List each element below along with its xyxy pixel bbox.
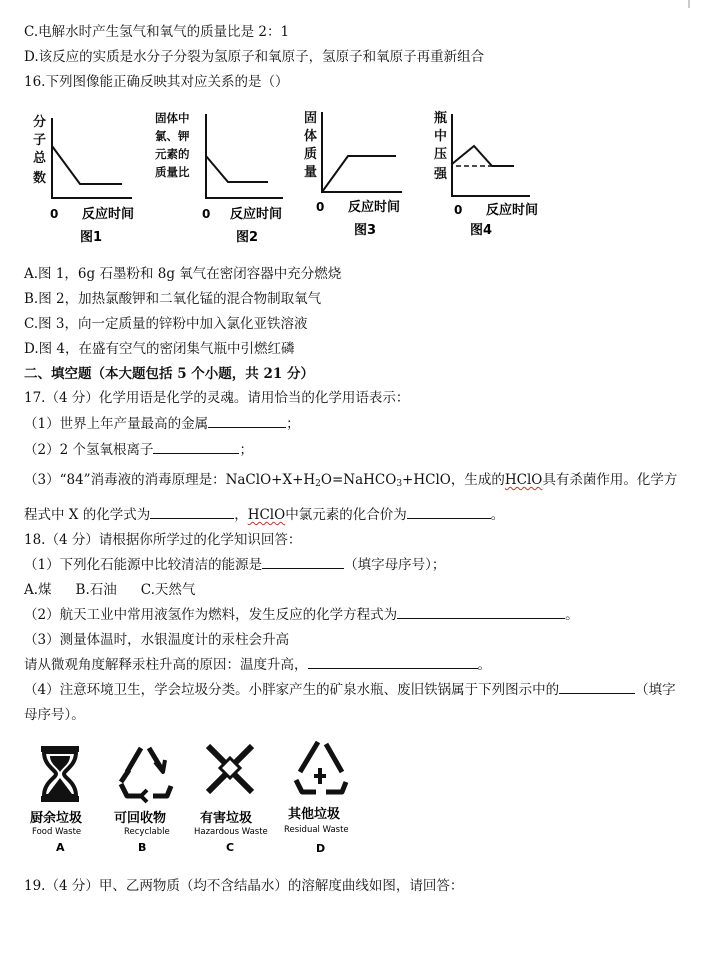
q17-part-2-text: （2）2 个氢氧根离子 [24, 442, 154, 458]
q17-part-3-d: 具有杀菌作用。化学方 [542, 472, 678, 488]
graph4-caption: 图4 [470, 223, 493, 238]
q15-option-d: D.该反应的实质是水分子分裂为氢原子和氧原子，氢原子和氧原子再重新组合 [24, 49, 485, 65]
q17-valence-blank[interactable] [407, 506, 491, 519]
q17-part-3-hclo: HClO [504, 472, 543, 488]
q16-option-a: A.图 1，6g 石墨粉和 8g 氧气在密闭容器中充分燃烧 [24, 266, 342, 282]
graph1-origin: 0 [50, 207, 59, 221]
graph3-caption: 图3 [354, 223, 377, 238]
hourglass-icon [41, 746, 79, 802]
q17-part-2 [24, 438, 253, 458]
q18-options [24, 578, 195, 598]
graph3-ylabel-3: 质 [304, 147, 318, 162]
q17-part-3-sub2: 3 [396, 479, 403, 489]
q18-part-3-line2 [24, 653, 491, 673]
q16-option-c: C.图 3，向一定质量的锌粉中加入氯化亚铁溶液 [24, 316, 308, 332]
graph3-ylabel-1: 固 [304, 111, 318, 126]
q17-part-3-line2-b: ， [234, 507, 248, 523]
q17-part-1 [24, 412, 300, 432]
q18-part-4-blank[interactable] [559, 681, 635, 694]
graph4-ylabel-4: 强 [434, 167, 448, 182]
bin-c-cn: 有害垃圾 [200, 811, 253, 826]
graph2-caption: 图2 [236, 230, 259, 245]
q18-part-3-end: 。 [477, 657, 491, 673]
graph1-ylabel-1: 分 [33, 115, 47, 130]
q18-part-2 [24, 603, 579, 623]
q18-part-4-line2: 母序号）。 [24, 707, 85, 723]
q18-part-2-end: 。 [565, 607, 579, 623]
section-2-heading: 二、填空题（本大题包括 5 个小题，共 21 分） [24, 366, 314, 382]
q18-part-4-text: （4）注意环境卫生，学会垃圾分类。小胖家产生的矿泉水瓶、废旧铁锅属于下列图示中的 [24, 682, 560, 698]
q16-option-d: D.图 4，在盛有空气的密闭集气瓶中引燃红磷 [24, 341, 295, 357]
graph2-ylabel-2: 氯、钾 [155, 129, 190, 143]
graph1-axes [52, 118, 132, 198]
graph1-xlabel: 反应时间 [82, 207, 135, 222]
garbage-bins-figure [0, 730, 707, 860]
q18-part-3-text: 请从微观角度解释汞柱升高的原因：温度升高， [24, 657, 308, 673]
graph4-curve [452, 146, 514, 166]
hazard-icon [208, 746, 252, 792]
bin-b-en: Recyclable [124, 827, 170, 837]
q17-part-3-line2 [24, 503, 504, 523]
q17-part-3 [24, 468, 677, 489]
corner-mark-left [14, 0, 22, 8]
graph4-origin: 0 [454, 203, 463, 217]
q18-part-1 [24, 553, 445, 573]
bin-a-letter: A [56, 841, 65, 854]
graph3-xlabel: 反应时间 [348, 200, 401, 215]
graph3-axes [322, 112, 402, 192]
graph3-ylabel-4: 量 [304, 165, 318, 180]
graph-1 [0, 100, 707, 250]
q17-part-3-line2-end: 。 [490, 507, 505, 523]
q18-option-b: B.石油 [75, 582, 117, 598]
bin-c-letter: C [226, 841, 235, 854]
q16-option-b: B.图 2，加热氯酸钾和二氧化锰的混合物制取氧气 [24, 291, 322, 307]
graph2-curve [206, 156, 268, 182]
q18-part-1-end: （填字母序号）； [344, 557, 446, 573]
q17-part-1-blank[interactable] [208, 415, 286, 428]
q17-part-3-line2-hclo: HClO [247, 507, 286, 523]
q18-option-a: A.煤 [24, 582, 52, 598]
q17-part-3-sub1: 2 [315, 479, 321, 489]
bin-b-cn: 可回收物 [114, 811, 167, 826]
graph2-origin: 0 [202, 207, 211, 221]
graph2-ylabel-1: 固体中 [155, 111, 190, 125]
q17-part-3-c: +HClO，生成的 [402, 472, 505, 488]
graph1-curve [52, 146, 122, 184]
bin-d-letter: D [316, 842, 326, 855]
q18-part-2-blank[interactable] [397, 606, 565, 619]
q17-part-3-a: （3）“84”消毒液的消毒原理是：NaClO+X+H [24, 472, 316, 488]
graph4-ylabel-3: 压 [434, 147, 448, 162]
corner-mark-right [688, 0, 696, 8]
graph4-ylabel-2: 中 [434, 129, 448, 144]
graph3-curve [322, 156, 396, 192]
q17-part-3-line2-a: 程式中 X 的化学式为 [24, 507, 151, 523]
graph1-ylabel-4: 数 [33, 171, 47, 186]
q17-part-1-text: （1）世界上年产量最高的金属 [24, 416, 209, 432]
graph2-xlabel: 反应时间 [230, 207, 283, 222]
bin-a-en: Food Waste [32, 827, 82, 837]
graph3-origin: 0 [316, 200, 325, 214]
q18-part-3: （3）测量体温时，水银温度计的汞柱会升高 [24, 632, 290, 648]
bin-c-en: Hazardous Waste [194, 827, 268, 837]
q17-part-1-end: ； [286, 416, 300, 432]
graph4-xlabel: 反应时间 [486, 203, 539, 218]
q18-part-1-text: （1）下列化石能源中比较清洁的能源是 [24, 557, 263, 573]
q16-graph-row [0, 100, 707, 250]
q18-part-4 [24, 678, 676, 698]
residual-icon [296, 742, 346, 792]
q18-part-1-blank[interactable] [262, 556, 344, 569]
graph2-axes [206, 114, 283, 198]
q18-part-4-end: （填字 [635, 682, 676, 698]
graph1-ylabel-2: 子 [33, 133, 47, 148]
q15-option-c: C.电解水时产生氢气和氧气的质量比是 2：1 [24, 24, 290, 40]
bin-b-letter: B [138, 841, 147, 854]
graph1-caption: 图1 [80, 230, 103, 245]
q19-stem: 19.（4 分）甲、乙两物质（均不含结晶水）的溶解度曲线如图，请回答： [24, 878, 464, 894]
q17-part-2-blank[interactable] [153, 441, 239, 454]
bin-d-cn: 其他垃圾 [288, 807, 341, 822]
q17-formula-blank[interactable] [150, 506, 234, 519]
q17-part-3-b: O=NaHCO [320, 472, 397, 488]
graph3-ylabel-2: 体 [304, 129, 318, 144]
garbage-bins-svg [0, 730, 707, 860]
q18-option-c: C.天然气 [140, 582, 196, 598]
graph2-ylabel-3: 元素的 [155, 147, 190, 161]
q16-stem: 16.下列图像能正确反映其对应关系的是（） [24, 74, 289, 90]
graph1-ylabel-3: 总 [33, 151, 47, 166]
q18-stem: 18.（4 分）请根据你所学过的化学知识回答： [24, 532, 302, 548]
bin-d-en: Residual Waste [284, 825, 349, 835]
q17-part-3-line2-c: 中氯元素的化合价为 [285, 507, 407, 523]
graph2-ylabel-4: 质量比 [155, 165, 190, 179]
graph4-ylabel-1: 瓶 [434, 111, 448, 126]
q18-part-2-text: （2）航天工业中常用液氢作为燃料，发生反应的化学方程式为 [24, 607, 398, 623]
q17-part-2-end: ； [239, 442, 253, 458]
q18-part-3-blank[interactable] [308, 656, 478, 669]
bin-a-cn: 厨余垃圾 [30, 811, 83, 826]
recycle-icon [121, 748, 171, 802]
q17-stem: 17.（4 分）化学用语是化学的灵魂。请用恰当的化学用语表示： [24, 390, 410, 406]
